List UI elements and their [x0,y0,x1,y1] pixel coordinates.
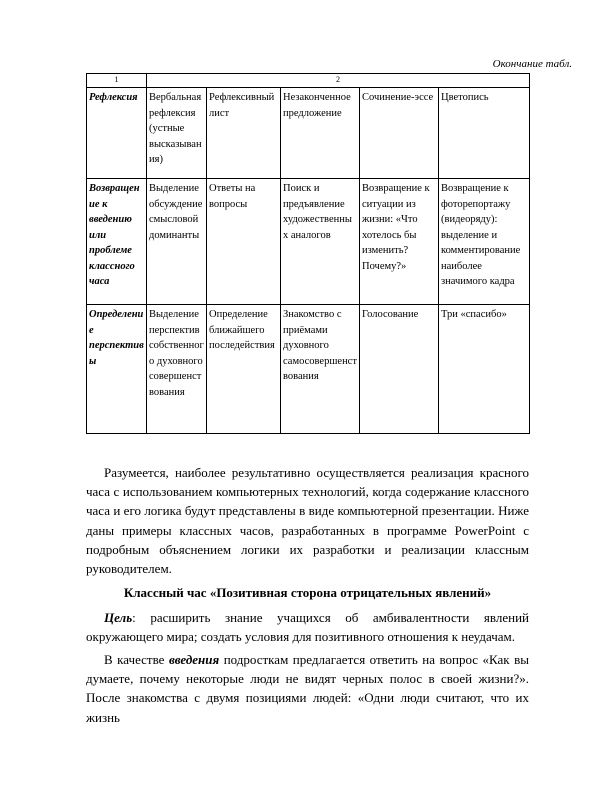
goal-text: : расширить знание учащихся об амбивалентности явлений окружающего мира; создать условия для позитивного отношения к неудачам. [86,610,529,645]
table-cell: Возвращение к фоторепортажу (видеоряду): выделение и комментирование наиболее значимого кадра [439,179,530,305]
table-caption: Окончание табл. [492,58,572,70]
table-cell: Поиск и предъявление художественных аналогов [281,179,360,305]
table-cell: Определение ближайшего последействия [207,305,281,434]
table-row [87,305,530,434]
table-row [87,88,530,179]
p3-emphasis: введения [168,652,220,667]
header-cell-2: 2 [147,74,530,88]
table-cell: Сочинение-эссе [360,88,439,179]
table-row [87,179,530,305]
row-heading: Определение перспективы [87,305,147,434]
table-cell: Возвращение к ситуации из жизни: «Что хотелось бы изменить? Почему?» [360,179,439,305]
table-cell: Вербальная рефлексия (устные высказывания) [147,88,207,179]
table-cell: Выделение обсуждение смысловой доминанты [147,179,207,305]
body-paragraph [86,650,529,727]
goal-paragraph [86,608,529,646]
p3-start: В качестве [104,652,169,667]
table-cell: Знакомство с приёмами духовного самосовершенствования [281,305,360,434]
table-cell: Три «спасибо» [439,305,530,434]
header-cell-1: 1 [87,74,147,88]
table-cell: Ответы на вопросы [207,179,281,305]
table-cell: Голосование [360,305,439,434]
methods-table [86,73,530,434]
row-heading: Возвращение к введению или проблеме классного часа [87,179,147,305]
table-cell: Рефлексивный лист [207,88,281,179]
table-cell: Цветопись [439,88,530,179]
goal-label: Цель [104,610,133,625]
section-heading: Классный час «Позитивная сторона отрицательных явлений» [123,585,492,600]
table-cell: Незаконченное предложение [281,88,360,179]
table-cell: Выделение перспектив собственного духовного совершенствования [147,305,207,434]
table-header-row [87,74,530,88]
body-paragraph: Разумеется, наиболее результативно осуществляется реализация красного часа с использованием компьютерных технологий, когда содержание классного часа и его логика будут представлены в виде компьютерной презентации. Ниже даны примеры классных часов, разработанных в программе PowerPoint с подробным объяснением логики их разработки и реализации классным руководителем. [86,465,529,577]
p3-rest: подросткам предлагается ответить на вопрос «Как вы думаете, почему некоторые люди не видят черных полос в своей жизни?». После знакомства с двумя позициями людей: «Одни люди считают, что их жизнь [86,652,529,725]
row-heading: Рефлексия [87,88,147,179]
